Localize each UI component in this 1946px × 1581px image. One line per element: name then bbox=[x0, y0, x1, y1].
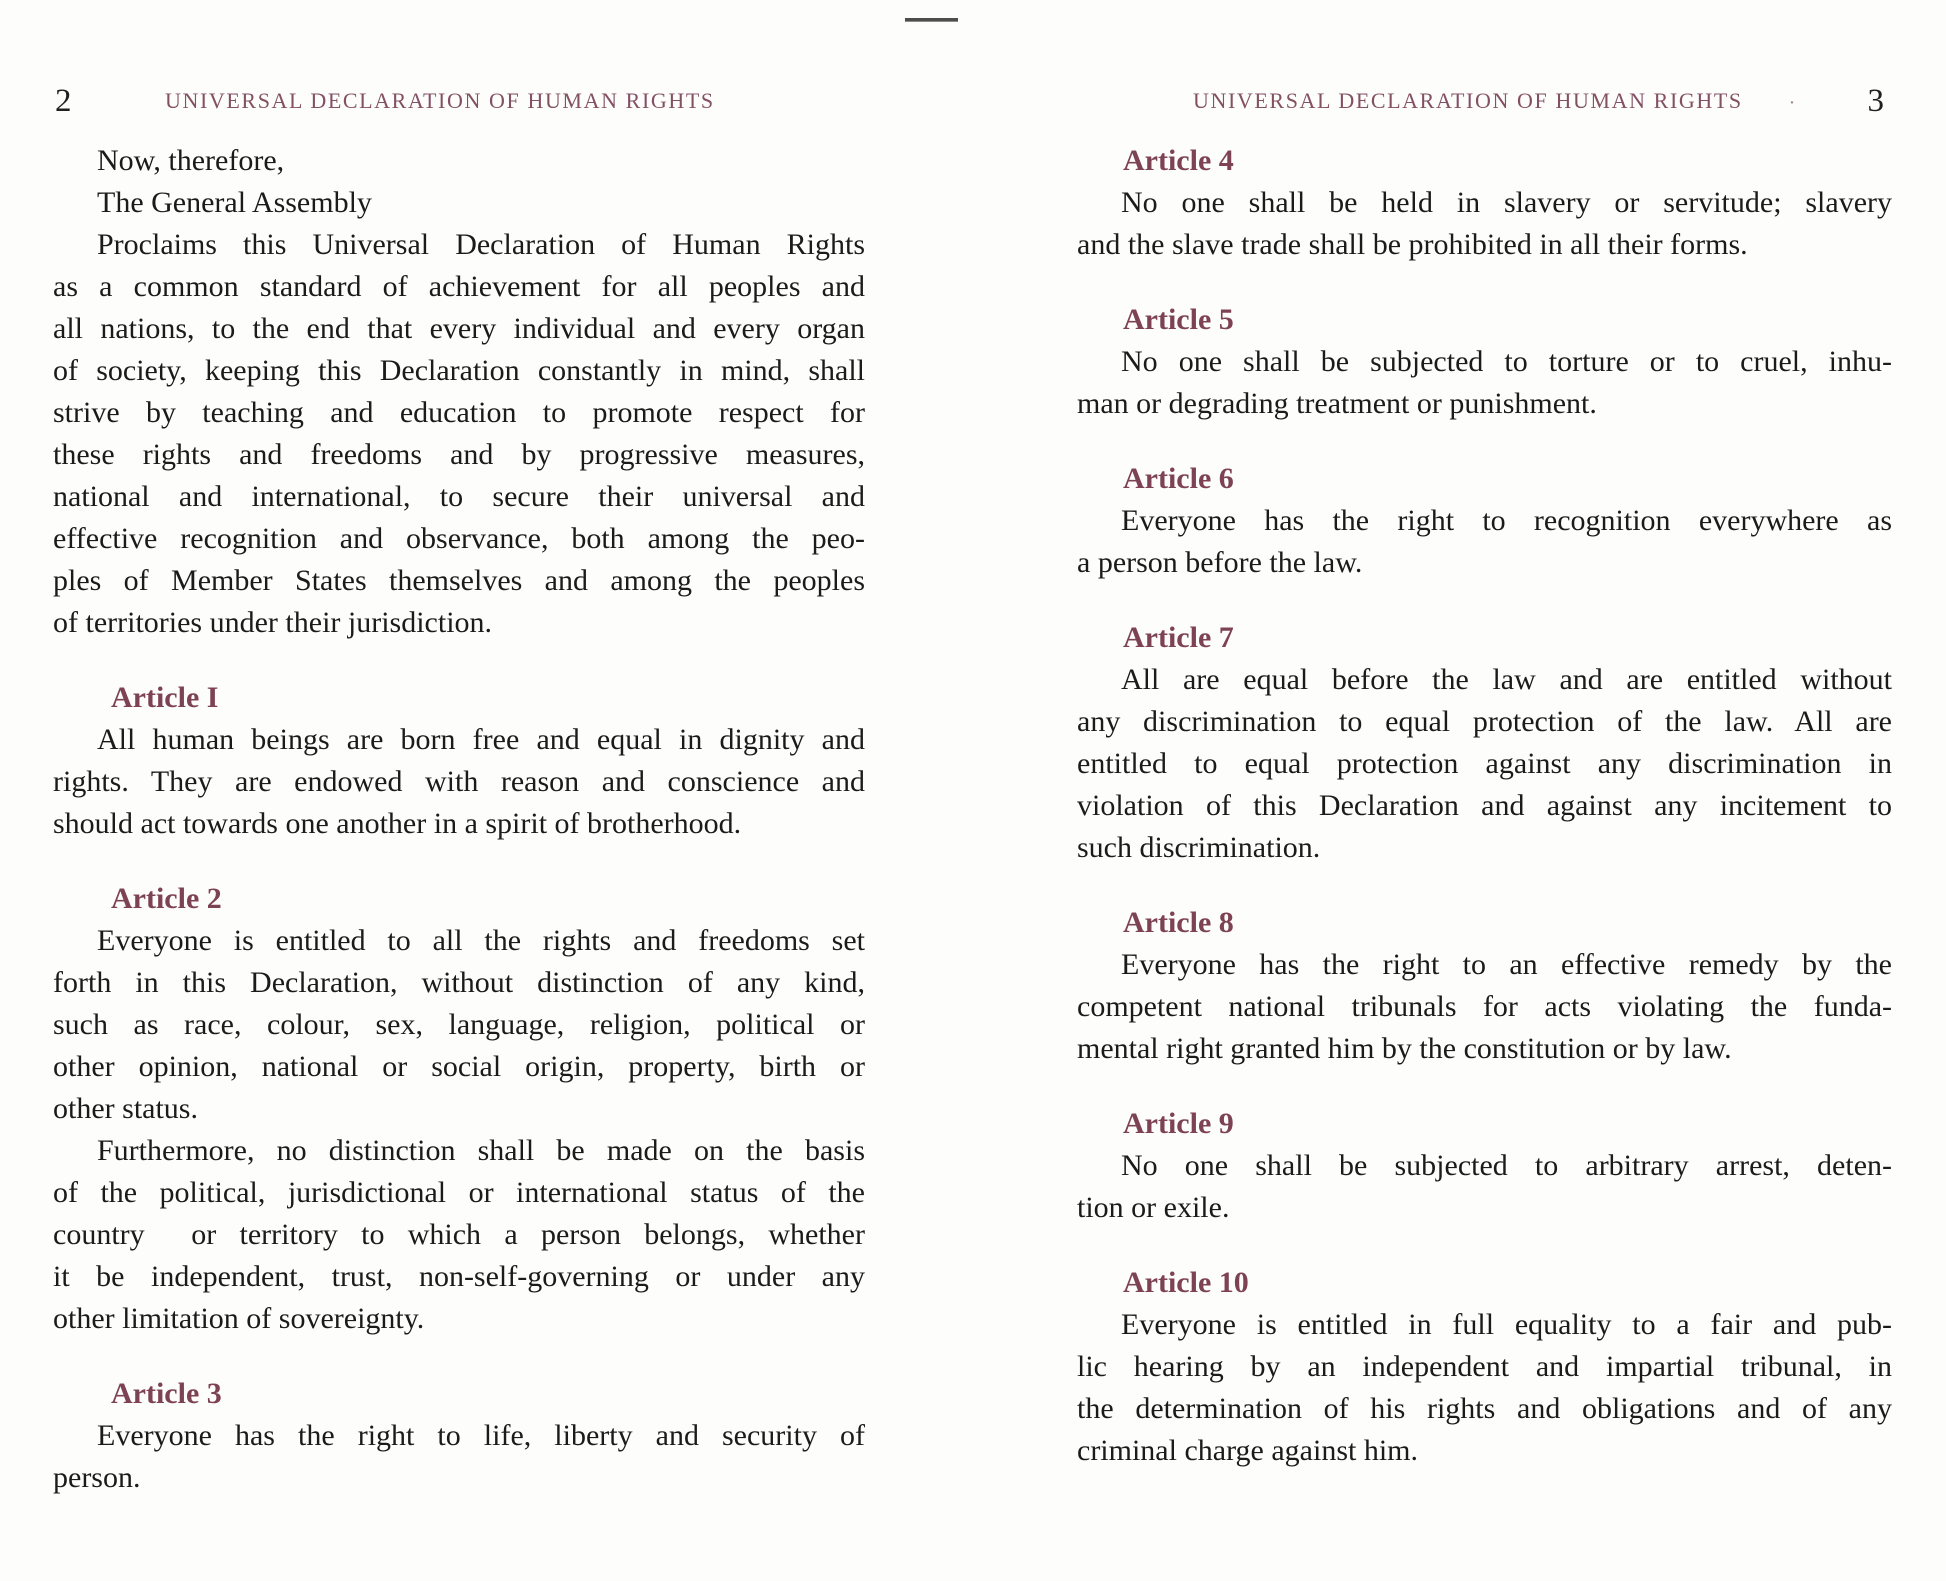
page-number: 3 bbox=[1867, 83, 1884, 119]
text-line: Everyone is entitled in full equality to a fair and pub- bbox=[1121, 1308, 1892, 1341]
text-line: of society, keeping this Declaration constantly in mind, shall bbox=[53, 354, 865, 387]
text-line: other opinion, national or social origin, property, birth or bbox=[53, 1050, 865, 1083]
text-line: such discrimination. bbox=[1077, 831, 1321, 864]
paragraph bbox=[53, 719, 865, 845]
paragraph bbox=[1077, 182, 1892, 266]
text-line: Everyone is entitled to all the rights and freedoms set bbox=[97, 924, 865, 957]
text-line: Everyone has the right to life, liberty and security of bbox=[97, 1419, 865, 1452]
text-line: lic hearing by an independent and impartial tribunal, in bbox=[1077, 1350, 1892, 1383]
text-line: ples of Member States themselves and among the peoples bbox=[53, 564, 865, 597]
page-header-right bbox=[1077, 84, 1892, 124]
text-line: mental right granted him by the constitution or by law. bbox=[1077, 1032, 1732, 1065]
text-line: man or degrading treatment or punishment. bbox=[1077, 387, 1597, 420]
text-line: these rights and freedoms and by progressive measures, bbox=[53, 438, 865, 471]
text-line: All are equal before the law and are entitled without bbox=[1121, 663, 1892, 696]
paragraph bbox=[1077, 500, 1892, 584]
text-line: should act towards one another in a spirit of brotherhood. bbox=[53, 807, 742, 840]
text-line: of territories under their jurisdiction. bbox=[53, 606, 493, 639]
stray-print-mark: · bbox=[1785, 91, 1800, 115]
text-line: Everyone has the right to an effective remedy by the bbox=[1121, 948, 1892, 981]
paragraph bbox=[1077, 659, 1892, 869]
text-line: effective recognition and observance, both among the peo- bbox=[53, 522, 865, 555]
article-heading: Article 2 bbox=[111, 882, 222, 915]
article-heading: Article 3 bbox=[111, 1377, 222, 1410]
text-line: such as race, colour, sex, language, religion, political or bbox=[53, 1008, 865, 1041]
text-line: all nations, to the end that every individual and every organ bbox=[53, 312, 865, 345]
text-line: national and international, to secure their universal and bbox=[53, 480, 865, 513]
text-line: No one shall be subjected to torture or to cruel, inhu- bbox=[1121, 345, 1892, 378]
text-line: the determination of his rights and obligations and of any bbox=[1077, 1392, 1892, 1425]
page-body-left bbox=[53, 140, 865, 1499]
page-left bbox=[53, 0, 865, 1581]
text-line: tion or exile. bbox=[1077, 1191, 1230, 1224]
text-line: Now, therefore, bbox=[97, 144, 285, 177]
text-line: forth in this Declaration, without distinction of any kind, bbox=[53, 966, 865, 999]
text-line: Furthermore, no distinction shall be made on the basis bbox=[97, 1134, 865, 1167]
article-heading: Article 4 bbox=[1123, 144, 1234, 177]
running-head: UNIVERSAL DECLARATION OF HUMAN RIGHTS bbox=[1193, 88, 1743, 113]
page-right bbox=[1077, 0, 1892, 1581]
text-line: entitled to equal protection against any discrimination in bbox=[1077, 747, 1892, 780]
paragraph bbox=[53, 1415, 865, 1499]
running-head: UNIVERSAL DECLARATION OF HUMAN RIGHTS bbox=[165, 88, 715, 113]
text-line: person. bbox=[53, 1461, 141, 1494]
paragraph bbox=[53, 1130, 865, 1340]
article-heading: Article 9 bbox=[1123, 1107, 1234, 1140]
text-line: country or territory to which a person belongs, whether bbox=[53, 1218, 865, 1251]
text-line: Everyone has the right to recognition everywhere as bbox=[1121, 504, 1892, 537]
page-header-left bbox=[53, 84, 865, 124]
page-body-right bbox=[1077, 140, 1892, 1472]
article-heading: Article 8 bbox=[1123, 906, 1234, 939]
article-heading: Article 5 bbox=[1123, 303, 1234, 336]
article-heading: Article I bbox=[111, 681, 219, 714]
text-line: it be independent, trust, non-self-governing or under any bbox=[53, 1260, 865, 1293]
paragraph bbox=[53, 182, 865, 224]
text-line: rights. They are endowed with reason and conscience and bbox=[53, 765, 865, 798]
article-heading: Article 10 bbox=[1123, 1266, 1249, 1299]
text-line: and the slave trade shall be prohibited in all their forms. bbox=[1077, 228, 1748, 261]
text-line: Proclaims this Universal Declaration of Human Rights bbox=[97, 228, 865, 261]
text-line: a person before the law. bbox=[1077, 546, 1363, 579]
text-line: other status. bbox=[53, 1092, 198, 1125]
article-heading: Article 6 bbox=[1123, 462, 1234, 495]
text-line: criminal charge against him. bbox=[1077, 1434, 1419, 1467]
paragraph bbox=[1077, 1304, 1892, 1472]
text-line: No one shall be subjected to arbitrary arrest, deten- bbox=[1121, 1149, 1892, 1182]
paragraph bbox=[1077, 1145, 1892, 1229]
text-line: strive by teaching and education to promote respect for bbox=[53, 396, 865, 429]
text-line: No one shall be held in slavery or servitude; slavery bbox=[1121, 186, 1892, 219]
page-number: 2 bbox=[55, 83, 72, 119]
article-heading: Article 7 bbox=[1123, 621, 1234, 654]
text-line: The General Assembly bbox=[97, 186, 372, 219]
text-line: of the political, jurisdictional or international status of the bbox=[53, 1176, 865, 1209]
text-line: as a common standard of achievement for all peoples and bbox=[53, 270, 865, 303]
text-line: other limitation of sovereignty. bbox=[53, 1302, 425, 1335]
paragraph bbox=[53, 140, 865, 182]
paragraph bbox=[53, 920, 865, 1130]
paragraph bbox=[53, 224, 865, 644]
text-line: All human beings are born free and equal in dignity and bbox=[97, 723, 865, 756]
text-line: violation of this Declaration and against any incitement to bbox=[1077, 789, 1892, 822]
paragraph bbox=[1077, 944, 1892, 1070]
text-line: any discrimination to equal protection of the law. All are bbox=[1077, 705, 1892, 738]
text-line: competent national tribunals for acts violating the funda- bbox=[1077, 990, 1892, 1023]
paragraph bbox=[1077, 341, 1892, 425]
top-center-rule bbox=[905, 18, 958, 22]
